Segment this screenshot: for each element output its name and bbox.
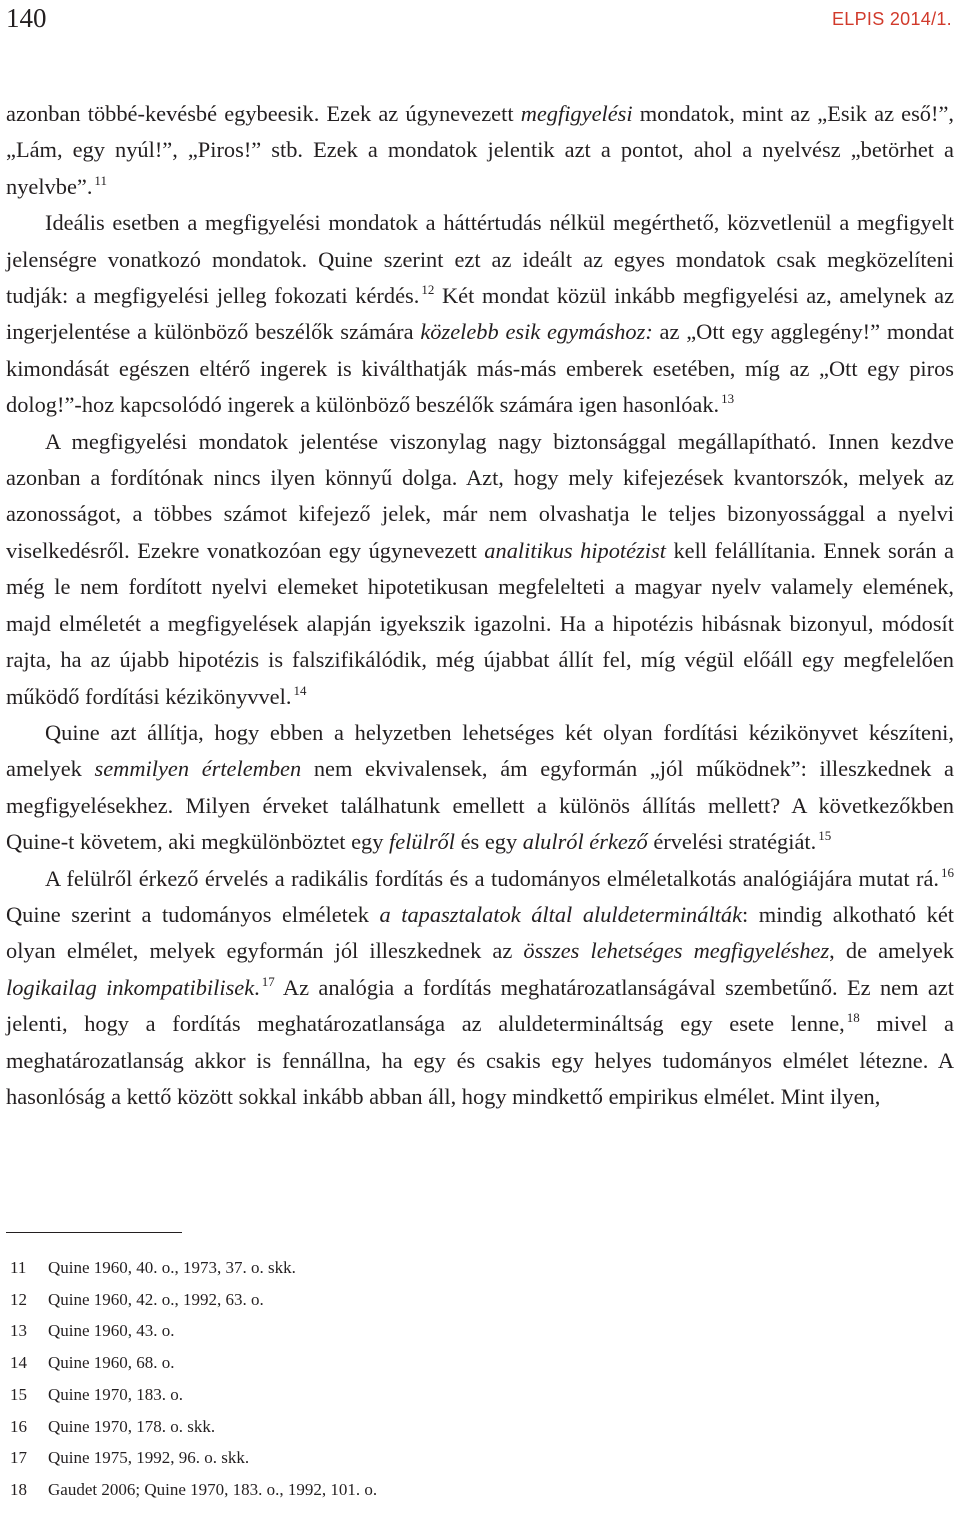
footnote-text: Quine 1960, 42. o., 1992, 63. o. — [48, 1289, 264, 1309]
emphasis-text: közelebb esik egymáshoz: — [420, 319, 653, 345]
emphasis-text: a tapasztalatok által aluldeterminálták — [379, 901, 743, 927]
page-header — [6, 0, 952, 40]
footnote-number: 13 — [10, 1321, 27, 1341]
text-segment: A megfigyelési mondatok jelentése viszonylag nagy biztonsággal megállapítható. Innen kezdve azonban a fordítónak nincs ilyen könnyű dolga. Azt, hogy mely kifejezések kvantorszók, melyek az azonosságot, a többes számot kifejező jelek, már nem olvashatja le teljes bizonyossággal a nyelvi viselkedésről. Ezekre vonatkozóan egy úgynevezett — [6, 428, 954, 563]
paragraph — [6, 861, 954, 1116]
paragraph — [6, 205, 954, 423]
main-text — [6, 96, 954, 1115]
footnote-text: Quine 1970, 178. o. skk. — [48, 1416, 216, 1436]
text-segment: Az analógia a fordítás meghatározatlanságával szembetűnő. Ez nem azt jelenti, hogy a fordítás meghatározatlansága az aluldetermináltság egy esete lenne, — [6, 974, 954, 1037]
text-segment: az „Ott egy agglegény!” mondat kimondását egészen eltérő ingerek is kiválthatják más-más emberek esetében, míg az „Ott egy piros dolog!”-hoz kapcsolódó ingerek a különböző beszélők számára igen hasonlóak. — [6, 319, 954, 418]
footnote-item — [10, 1315, 377, 1347]
footnote-item — [10, 1442, 377, 1474]
footnote-ref: 14 — [293, 682, 307, 698]
footnote-ref: 15 — [818, 828, 832, 844]
footnote-number: 17 — [10, 1448, 27, 1468]
footnote-number: 12 — [10, 1289, 27, 1309]
footnote-ref: 12 — [421, 282, 435, 298]
emphasis-text: összes lehetséges megfigyeléshez — [523, 938, 830, 964]
text-segment: Quine azt állítja, hogy ebben a helyzetben lehetséges két olyan fordítási kézikönyvet készíteni, amelyek — [6, 719, 954, 782]
footnote-number: 15 — [10, 1384, 27, 1404]
text-segment: : mindig alkotható két olyan elmélet, melyek egyformán jól illeszkednek az — [6, 901, 954, 964]
footnote-item — [10, 1474, 377, 1506]
footnote-text: Quine 1970, 183. o. — [48, 1384, 184, 1404]
footnote-text: Quine 1960, 43. o. — [48, 1321, 175, 1341]
footnote-number: 18 — [10, 1479, 27, 1499]
footnote-item — [10, 1379, 377, 1411]
footnote-text: Gaudet 2006; Quine 1970, 183. o., 1992, 101. o. — [48, 1479, 378, 1499]
paragraph — [6, 424, 954, 715]
footnote-text: Quine 1960, 68. o. — [48, 1353, 175, 1373]
emphasis-text: logikailag inkompatibilisek — [6, 974, 255, 1000]
footnote-item — [10, 1284, 377, 1316]
footnote-ref: 16 — [941, 864, 954, 880]
emphasis-text: megfigyelési — [520, 101, 633, 126]
footnote-number: 11 — [10, 1258, 27, 1277]
text-segment: azonban többé-kevésbé egybeesik. Ezek az úgynevezett — [6, 101, 521, 126]
footnote-text: Quine 1960, 40. o., 1973, 37. o. skk. — [48, 1258, 296, 1277]
text-segment: Két mondat közül inkább megfigyelési az, amelynek az ingerjelentése a különböző beszélők számára — [6, 283, 955, 345]
text-segment: nem ekvivalensek, ám egyformán „jól működnek”: illeszkednek a megfigyelésekhez. Milyen érveket találhatunk emellett a különös állítás mellett? A következőkben Quine-t követem, aki megkülönböztet egy — [6, 756, 954, 855]
text-segment: , de amelyek — [829, 938, 954, 964]
footnote-item — [10, 1347, 377, 1379]
text-segment: mondatok, mint az „Esik az eső!”, „Lám, egy nyúl!”, „Piros!” stb. Ezek a mondatok jelentik azt a pontot, ahol a nyelvész „betörhet a nyelvbe”. — [6, 101, 954, 199]
emphasis-text: semmilyen értelemben — [94, 756, 302, 782]
text-segment: kell felállítania. Ennek során a még le nem fordított nyelvi elemeket hipotetikusan megfelelteti a magyar nyelv valamely elemének, majd elméletét a megfigyelések alapján igyekszik igazolni. Ha a hipotézis hibásnak bizonyul, módosít rajta, ha az újabb hipotézis is falszifikálódik, még újabbat állít fel, míg végül előáll egy megfelelően működő fordítási kézikönyvvel. — [6, 537, 954, 709]
footnote-ref: 11 — [94, 172, 107, 188]
running-head: ELPIS 2014/1. — [832, 9, 952, 29]
emphasis-text: felülről — [389, 829, 455, 855]
footnote-ref: 18 — [846, 1010, 860, 1026]
footnote-number: 16 — [10, 1416, 27, 1436]
emphasis-text: analitikus hipotézist — [484, 537, 666, 563]
text-segment: érvelési stratégiát. — [647, 829, 817, 855]
paragraph — [6, 715, 954, 861]
footnote-text: Quine 1975, 1992, 96. o. skk. — [48, 1448, 250, 1468]
footnote-item — [10, 1252, 377, 1284]
text-segment: . — [254, 974, 260, 1000]
footnote-ref: 13 — [721, 391, 735, 407]
footnote-divider — [6, 1232, 182, 1233]
text-segment: Ideális esetben a megfigyelési mondatok a háttértudás nélkül megérthető, közvetlenül a megfigyelt jelenségre vonatkozó mondatok. Quine szerint ezt az ideált az egyes mondatok csak megközelíteni tudják: a megfigyelési jelleg fokozati kérdés. — [6, 210, 954, 309]
footnote-ref: 17 — [261, 973, 275, 989]
text-segment: A felülről érkező érvelés a radikális fordítás és a tudományos elméletalkotás analógiájára mutat rá. — [45, 865, 939, 891]
emphasis-text: alulról érkező — [522, 829, 648, 855]
text-segment: Quine szerint a tudományos elméletek — [6, 901, 380, 927]
footnote-number: 14 — [10, 1353, 27, 1373]
footnote-item — [10, 1411, 377, 1443]
text-segment: és egy — [454, 829, 523, 855]
paragraph — [6, 96, 954, 205]
text-segment: mivel a meghatározatlanság akkor is fennállna, ha egy és csakis egy helyes tudományos elmélet létezne. A hasonlóság a kettő között sokkal inkább abban áll, hogy mindkettő empirikus elmélet. Mint ilyen, — [6, 1011, 954, 1109]
footnotes-list — [10, 1252, 377, 1506]
page-number: 140 — [6, 3, 47, 33]
